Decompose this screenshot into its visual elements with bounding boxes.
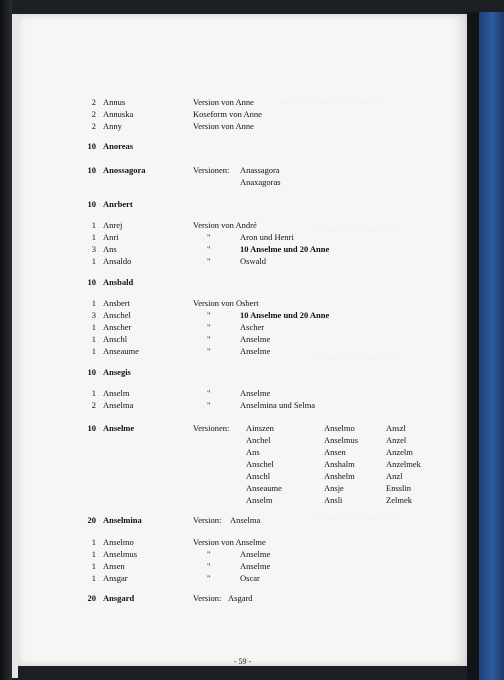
- section-header-row: [18, 198, 467, 210]
- ditto-mark: ": [207, 244, 211, 254]
- entry-row: [18, 399, 467, 411]
- variant-cell: Anzl: [386, 471, 403, 481]
- entry-name: Ans: [103, 244, 117, 254]
- entry-count: 1: [91, 346, 96, 356]
- entry-count: 1: [91, 537, 96, 547]
- section-count: 10: [87, 165, 96, 175]
- section-name: Anossagora: [103, 165, 146, 175]
- entry-name: Ansbert: [103, 298, 130, 308]
- entry-count: 1: [91, 388, 96, 398]
- variant-cell: Anszl: [386, 423, 406, 433]
- section-name: Anrbert: [103, 199, 133, 209]
- entry-description: Version von Anselme: [193, 537, 266, 547]
- entry-reference: Anselme: [240, 561, 271, 571]
- entry-row: [18, 96, 467, 108]
- entry-reference: Oswald: [240, 256, 266, 266]
- entry-name: Ansen: [103, 561, 125, 571]
- variant-cell: Anshalm: [324, 459, 355, 469]
- ditto-mark: ": [207, 400, 211, 410]
- entry-row: [18, 309, 467, 321]
- variant-row: [18, 470, 467, 482]
- entry-row: [18, 219, 467, 231]
- entry-description: Version von Anne: [193, 97, 254, 107]
- variant-name: Asgard: [228, 593, 253, 603]
- section-count: 10: [87, 199, 96, 209]
- variant-cell: Zelmek: [386, 495, 412, 505]
- variant-cell: Ansen: [324, 447, 346, 457]
- section-count: 10: [87, 277, 96, 287]
- entry-row: [18, 321, 467, 333]
- entry-row: [18, 345, 467, 357]
- entry-count: 1: [91, 322, 96, 332]
- section-header-row: [18, 164, 467, 176]
- section-name: Anselmina: [103, 515, 142, 525]
- variant-cell: Anchel: [246, 435, 271, 445]
- variant-row: [18, 446, 467, 458]
- variant-row: [18, 458, 467, 470]
- section-description: Versionen:: [193, 423, 230, 433]
- ditto-mark: ": [207, 388, 211, 398]
- entry-name: Anscher: [103, 322, 132, 332]
- section-name: Anselme: [103, 423, 135, 433]
- entry-name: Ansgar: [103, 573, 128, 583]
- section-header-row: [18, 276, 467, 288]
- entry-row: [18, 243, 467, 255]
- entry-reference: Anselme: [240, 346, 271, 356]
- entry-description: Version von Osbert: [193, 298, 259, 308]
- ditto-mark: ": [207, 334, 211, 344]
- entry-row: [18, 120, 467, 132]
- entry-count: 1: [91, 232, 96, 242]
- variant-cell: Anzelm: [386, 447, 413, 457]
- section-name: Ansbald: [103, 277, 134, 287]
- entry-row: [18, 231, 467, 243]
- section-count: 20: [87, 515, 96, 525]
- entry-count: 1: [91, 334, 96, 344]
- entry-row: [18, 548, 467, 560]
- ditto-mark: ": [207, 573, 211, 583]
- entry-name: Anselm: [103, 388, 130, 398]
- entry-name: Anri: [103, 232, 119, 242]
- entry-description: Version von Anne: [193, 121, 254, 131]
- document-page: [18, 14, 467, 666]
- ditto-mark: ": [207, 256, 211, 266]
- variant-cell: Anselmo: [324, 423, 355, 433]
- entry-row: [18, 297, 467, 309]
- entry-count: 1: [91, 549, 96, 559]
- entry-row: [18, 572, 467, 584]
- ditto-mark: ": [207, 310, 211, 320]
- section-name: Anoreas: [103, 141, 134, 151]
- variant-cell: Ans: [246, 447, 260, 457]
- section-header-row: [18, 140, 467, 152]
- entry-count: 3: [91, 244, 96, 254]
- entry-count: 1: [91, 298, 96, 308]
- bleed-through-text: — — — — — — — —: [318, 514, 396, 523]
- entry-count: 1: [91, 220, 96, 230]
- entry-name: Anny: [103, 121, 122, 131]
- entry-row: [18, 387, 467, 399]
- section-description: Version:: [193, 593, 222, 603]
- page-number: - 59 -: [233, 657, 252, 666]
- bleed-through-text: — — — — — — — — — —: [280, 98, 378, 107]
- entry-row: [18, 108, 467, 120]
- ditto-mark: ": [207, 549, 211, 559]
- entry-count: 2: [91, 400, 96, 410]
- section-header-row: [18, 514, 467, 526]
- variant-cell: Anselm: [246, 495, 273, 505]
- entry-name: Anrej: [103, 220, 123, 230]
- variant-row: [18, 434, 467, 446]
- page-shadow-edge: [467, 12, 479, 680]
- entry-count: 1: [91, 256, 96, 266]
- entry-count: 1: [91, 573, 96, 583]
- bleed-through-text: — — — — — — — —: [318, 226, 396, 235]
- entry-name: Anschl: [103, 334, 128, 344]
- entry-row: [18, 333, 467, 345]
- variant-cell: Anschel: [246, 459, 274, 469]
- section-name: Ansgard: [103, 593, 135, 603]
- entry-reference: 10 Anselme und 20 Anne: [240, 310, 330, 320]
- book-left-edge: [0, 0, 12, 680]
- entry-description: Koseform von Anne: [193, 109, 262, 119]
- variant-cell: Anselmus: [324, 435, 358, 445]
- ditto-mark: ": [207, 561, 211, 571]
- entry-name: Anselma: [103, 400, 134, 410]
- entry-reference: Anselme: [240, 549, 271, 559]
- variant-cell: Anschl: [246, 471, 271, 481]
- entry-count: 3: [91, 310, 96, 320]
- entry-name: Annuska: [103, 109, 134, 119]
- bleed-through-text: — — — — — — — —: [318, 354, 396, 363]
- section-description: Versionen:: [193, 165, 230, 175]
- entry-name: Anselmus: [103, 549, 137, 559]
- entry-count: 2: [91, 121, 96, 131]
- variant-cell: Anzel: [386, 435, 407, 445]
- variant-cell: Ensslin: [386, 483, 412, 493]
- section-name: Ansegis: [103, 367, 131, 377]
- variant-cell: Ainszen: [246, 423, 274, 433]
- variant-cell: Ansje: [324, 483, 344, 493]
- entry-reference: Oscar: [240, 573, 260, 583]
- entry-description: Version von André: [193, 220, 257, 230]
- variant-name: Anassagora: [240, 165, 280, 175]
- entry-name: Anselmo: [103, 537, 134, 547]
- variant-row: [18, 494, 467, 506]
- variant-cell: Ansli: [324, 495, 343, 505]
- variant-row: [18, 176, 467, 188]
- entry-reference: Anselme: [240, 334, 271, 344]
- section-header-row: [18, 422, 467, 434]
- entry-row: [18, 536, 467, 548]
- entry-name: Annus: [103, 97, 126, 107]
- variant-cell: Anshelm: [324, 471, 355, 481]
- entry-count: 1: [91, 561, 96, 571]
- ditto-mark: ": [207, 232, 211, 242]
- entry-row: [18, 560, 467, 572]
- section-count: 10: [87, 423, 96, 433]
- entry-count: 2: [91, 109, 96, 119]
- section-header-row: [18, 592, 467, 604]
- entry-reference: Anselmina und Selma: [240, 400, 316, 410]
- entry-reference: Anselme: [240, 388, 271, 398]
- section-count: 10: [87, 367, 96, 377]
- ditto-mark: ": [207, 322, 211, 332]
- section-count: 10: [87, 141, 96, 151]
- entry-row: [18, 255, 467, 267]
- entry-reference: 10 Anselme und 20 Anne: [240, 244, 330, 254]
- variant-cell: Anzelmek: [386, 459, 421, 469]
- entry-name: Ansaldo: [103, 256, 132, 266]
- entry-name: Anseaume: [103, 346, 139, 356]
- entry-reference: Ascher: [240, 322, 265, 332]
- book-cover: [479, 12, 504, 680]
- section-header-row: [18, 366, 467, 378]
- entry-reference: Aron und Henri: [240, 232, 294, 242]
- ditto-mark: ": [207, 346, 211, 356]
- section-description: Version:: [193, 515, 222, 525]
- section-count: 20: [87, 593, 96, 603]
- entry-count: 2: [91, 97, 96, 107]
- variant-row: [18, 482, 467, 494]
- variant-name: Anselma: [230, 515, 261, 525]
- entry-name: Anschel: [103, 310, 131, 320]
- variant-cell: Anseaume: [246, 483, 282, 493]
- variant-name: Anaxagoras: [240, 177, 281, 187]
